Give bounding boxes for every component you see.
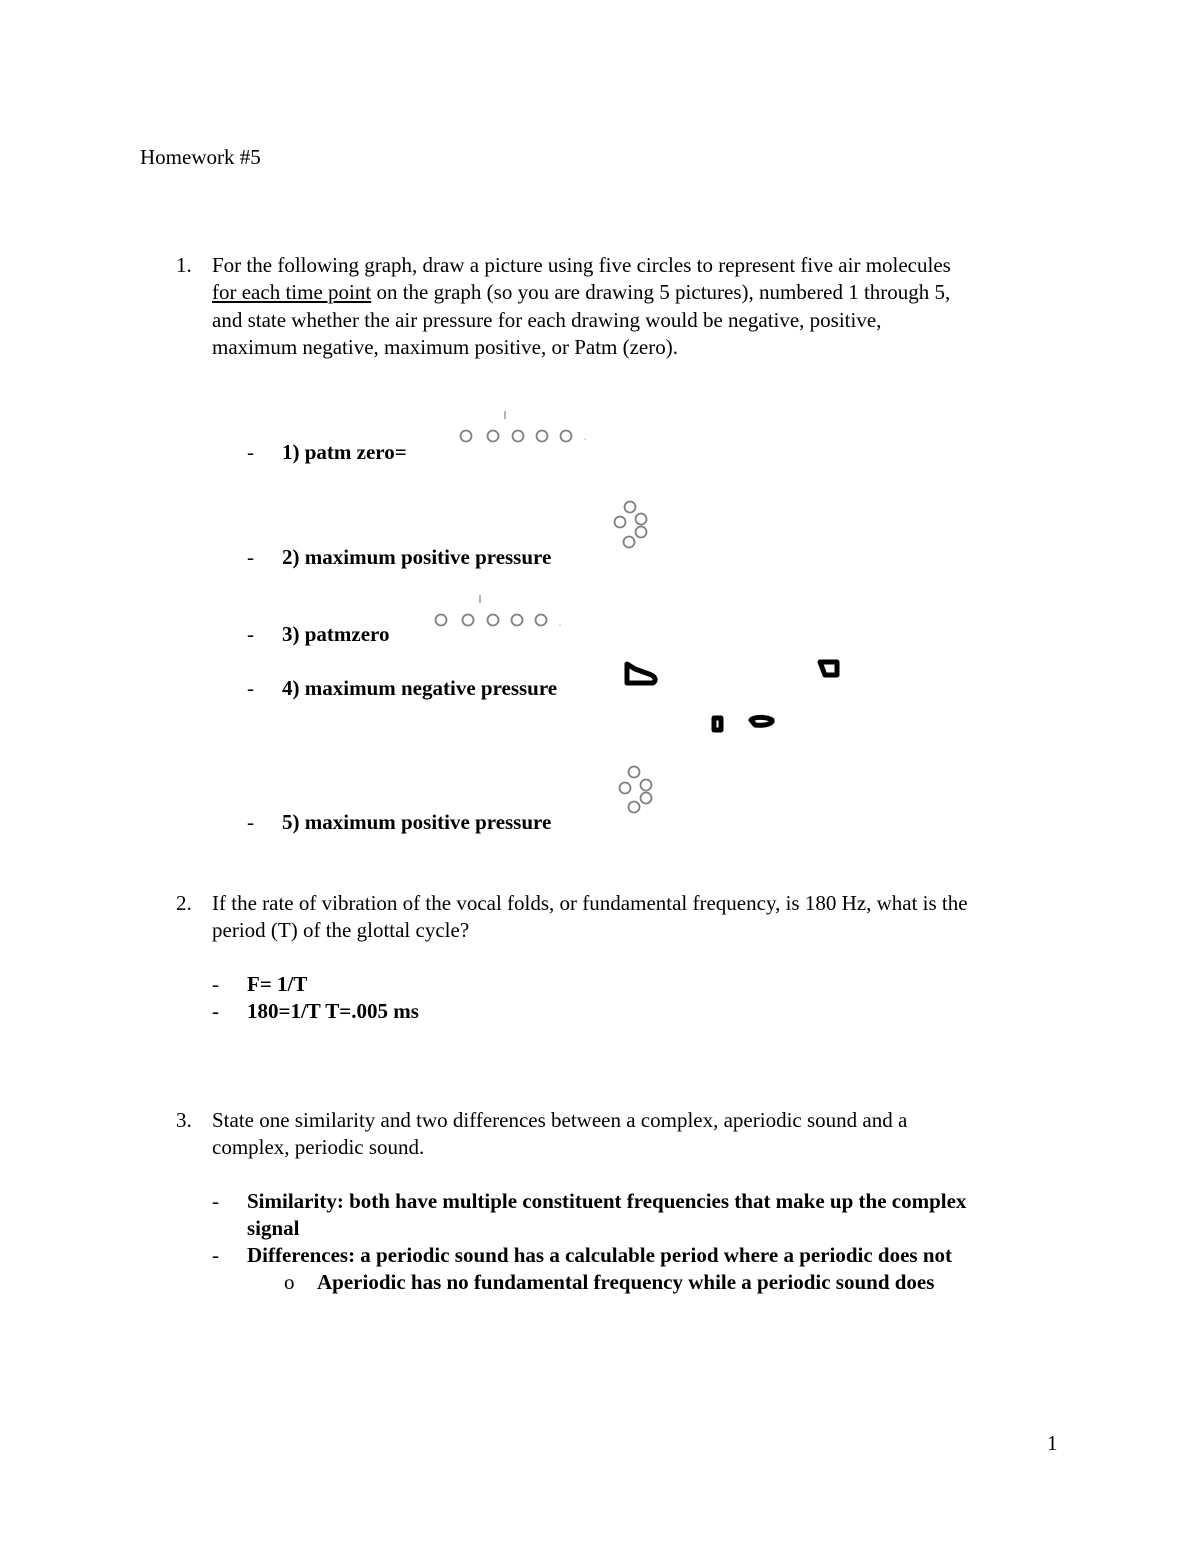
molecule-circle (625, 502, 636, 513)
q3-prompt-line-1: State one similarity and two differences between a complex, aperiodic sound and a (212, 1108, 908, 1132)
molecule-circle (513, 431, 524, 442)
q3-prompt-line-2: complex, periodic sound. (212, 1135, 425, 1159)
molecule-circle (636, 527, 647, 538)
q3-similarity-dash: - (212, 1189, 219, 1213)
hand-drawn-molecule (820, 662, 837, 675)
molecule-circle (463, 615, 474, 626)
q1-answer-3-dash: - (247, 622, 254, 646)
molecule-circle (636, 514, 647, 525)
drawing-4-molecules (615, 650, 855, 740)
q3-differences: Differences: a periodic sound has a calculable period where a periodic does not (247, 1243, 953, 1267)
molecule-circle (615, 517, 626, 528)
drawing-5-molecules (612, 762, 662, 820)
molecule-circle (561, 431, 572, 442)
q1-prompt-line-1: For the following graph, draw a picture using five circles to represent five air molecules (212, 253, 951, 277)
molecule-circle (624, 537, 635, 548)
q1-answer-1: 1) patm zero= (282, 440, 407, 464)
q1-answer-2: 2) maximum positive pressure (282, 545, 552, 569)
q2-answer-1: F= 1/T (247, 972, 308, 996)
q2-number: 2. (176, 891, 192, 915)
q1-answer-4: 4) maximum negative pressure (282, 676, 558, 700)
q2-prompt-line-2: period (T) of the glottal cycle? (212, 918, 470, 942)
q3-similarity-line-1: Similarity: both have multiple constituent frequencies that make up the complex (247, 1189, 967, 1213)
drawing-1-molecules (455, 408, 590, 450)
q2-answer-1-dash: - (212, 972, 219, 996)
q1-prompt-line-2-rest: on the graph (so you are drawing 5 pictures), numbered 1 through 5, (371, 280, 951, 304)
q3-similarity-line-2: signal (247, 1216, 300, 1240)
q1-prompt-line-3: and state whether the air pressure for each drawing would be negative, positive, (212, 308, 882, 332)
molecule-circle (537, 431, 548, 442)
q2-answer-2-dash: - (212, 999, 219, 1023)
hand-drawn-molecule (627, 664, 655, 683)
molecule-circle (436, 615, 447, 626)
molecule-circle (488, 615, 499, 626)
q1-number: 1. (176, 253, 192, 277)
molecule-circle (512, 615, 523, 626)
q2-prompt-line-1: If the rate of vibration of the vocal folds, or fundamental frequency, is 180 Hz, what is the (212, 891, 968, 915)
drawing-3-molecules (430, 592, 565, 634)
molecule-circle (629, 802, 640, 813)
q3-sub-point: Aperiodic has no fundamental frequency while a periodic sound does (317, 1270, 935, 1294)
page-title: Homework #5 (140, 145, 261, 169)
molecule-circle (536, 615, 547, 626)
q1-answer-5-dash: - (247, 810, 254, 834)
molecule-circle (461, 431, 472, 442)
q3-differences-dash: - (212, 1243, 219, 1267)
q1-answer-5: 5) maximum positive pressure (282, 810, 552, 834)
q1-answer-1-dash: - (247, 440, 254, 464)
hand-drawn-molecule (751, 717, 772, 725)
q1-prompt-line-2 (212, 279, 950, 306)
page-number: 1 (1047, 1431, 1058, 1455)
molecule-circle (641, 793, 652, 804)
molecule-circle (641, 780, 652, 791)
q3-number: 3. (176, 1108, 192, 1132)
molecule-circle (620, 783, 631, 794)
molecule-circle (629, 767, 640, 778)
q3-sub-bullet: o (284, 1270, 295, 1294)
q1-answer-3: 3) patmzero (282, 622, 390, 646)
q1-prompt-line-4: maximum negative, maximum positive, or Patm (zero). (212, 335, 678, 359)
hand-drawn-molecule (714, 718, 721, 730)
q1-answer-2-dash: - (247, 545, 254, 569)
drawing-2-molecules (608, 496, 658, 554)
molecule-circle (488, 431, 499, 442)
q1-answer-4-dash: - (247, 676, 254, 700)
q2-answer-2: 180=1/T T=.005 ms (247, 999, 419, 1023)
q1-underlined-phrase: for each time point (212, 280, 372, 304)
